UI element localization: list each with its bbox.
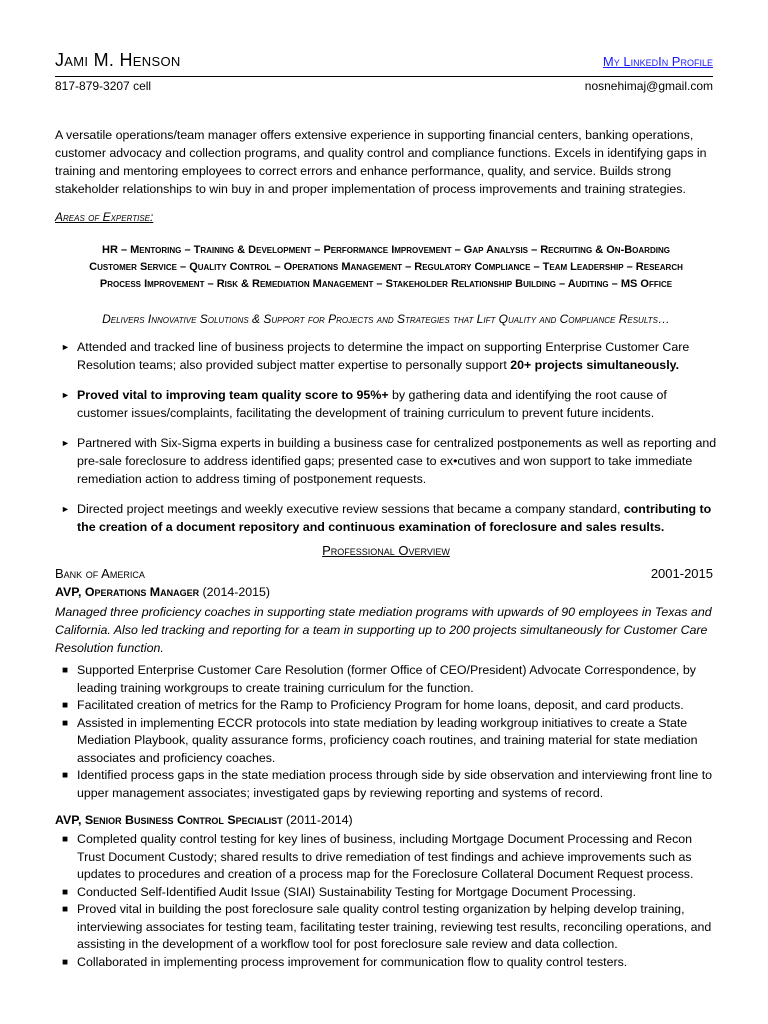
email-address: nosnehimaj@gmail.com [584,79,713,93]
achievement-item [55,500,717,536]
phone-number: 817-879-3207 cell [55,79,152,93]
duty-text: Conducted Self-Identified Audit Issue (SIAI) Sustainability Testing for Mortgage Document Processing. [77,884,637,899]
square-bullet-icon: ■ [62,665,69,676]
duty-text: Supported Enterprise Customer Care Resolution (former Office of CEO/President) Advocate Correspondence, by leading training workgroups to create training curriculum for the function. [77,663,696,695]
role-name: AVP, Senior Business Control Specialist [55,813,283,827]
role-name: AVP, Operations Manager [55,585,200,599]
role-dates: (2014-2015) [199,585,271,599]
triangle-bullet-icon: ► [61,342,70,352]
achievement-text: Partnered with Six-Sigma experts in building a business case for centralized postponements as well as reporting and pre-sale foreclosure to address identified gaps; presented case to ex•cutives and won support to take immediate remediation action to address timing of postponement requests. [77,436,717,486]
header-divider [55,76,713,77]
achievement-highlight: 20+ projects simultaneously. [510,358,680,372]
duty-item [55,767,717,802]
duty-text: Collaborated in implementing process improvement for communication flow to quality control testers. [77,954,628,969]
linkedin-profile-link[interactable]: My LinkedIn Profile [602,54,713,69]
square-bullet-icon: ■ [62,956,69,968]
duty-item [55,662,717,697]
candidate-name: Jami M. Henson [55,50,181,70]
expertise-list [55,242,717,293]
duty-text: Facilitated creation of metrics for the Ramp to Proficiency Program for home loans, deposit, and card products. [77,698,684,712]
achievement-item [55,386,717,422]
achievement-highlight: Proved vital to improving team quality score to 95%+ [77,388,389,402]
role-duties-list [55,662,717,802]
square-bullet-icon: ■ [62,770,69,781]
triangle-bullet-icon: ► [61,390,70,400]
square-bullet-icon: ■ [62,886,69,898]
role-dates: (2011-2014) [282,813,353,827]
achievement-text: by gathering data and identifying the root cause of customer issues/complaints, facilitating the development of training curriculum to prevent future incidents. [77,388,667,420]
achievement-item [55,434,717,488]
duty-text: Proved vital in building the post foreclosure sale quality control testing organization by helping develop training, interviewing associates for testing team, facilitating tester training, reviewing test results, reconciling operations, and assisting in the development of a workflow tool for post foreclosure sale review and data collection. [77,902,712,951]
professional-summary: A versatile operations/team manager offers extensive experience in supporting financial centers, banking operations, customer advocacy and collection programs, and quality control and compliance functions. Excels in identifying gaps in training and mentoring employees to correct errors and enhance performance, quality, and service. Builds strong stakeholder relationships to win buy in and proper implementation of process improvements and training strategies. [55,128,707,196]
duty-item [55,954,717,972]
achievement-highlight: contributing to the creation of a document repository and continuous examination of foreclosure and sales results. [77,502,712,534]
duty-item [55,715,717,768]
duty-text: Identified process gaps in the state mediation process through side by side observation and interviewing front line to upper management associates; investigated gaps by reviewing reporting and systems of record. [77,768,713,800]
square-bullet-icon: ■ [62,834,69,845]
square-bullet-icon: ■ [62,700,69,711]
expertise-line: Process Improvement – Risk & Remediation Management – Stakeholder Relationship Building – Auditing – MS Office [99,278,673,290]
role-description: Managed three proficiency coaches in supporting state mediation programs with upwards of 90 employees in Texas and California. Also led tracking and reporting for a team in supporting up to 200 projects simultaneously for Customer Care Resolution function. [55,605,712,655]
expertise-line: HR – Mentoring – Training & Development – Performance Improvement – Gap Analysis – Recruiting & On-Boarding [102,244,670,256]
duty-text: Assisted in implementing ECCR protocols into state mediation by leading workgroup initiatives to create a State Mediation Playbook, quality assurance forms, proficiency coach routines, and training material for state mediation associates and proficiency coaches. [77,715,698,765]
duty-item [55,697,717,715]
achievement-text: Attended and tracked line of business projects to determine the impact on supporting Enterprise Customer Care Resolution teams; also provided subject matter expertise to personally support [77,340,690,372]
expertise-heading: Areas of Expertise: [55,210,154,224]
section-title-professional-overview: Professional Overview [322,543,450,558]
duty-item [55,831,717,884]
role-title [55,585,270,599]
role-duties-list [55,831,717,971]
achievements-list [55,338,717,548]
value-tagline: Delivers Innovative Solutions & Support for Projects and Strategies that Lift Quality and Compliance Results… [102,312,670,326]
triangle-bullet-icon: ► [61,504,70,514]
achievement-item [55,338,717,374]
duty-item [55,901,717,954]
duty-item [55,884,717,902]
triangle-bullet-icon: ► [61,438,70,448]
duty-text: Completed quality control testing for key lines of business, including Mortgage Document Processing and Recon Trust Document Custody; shared results to drive remediation of test findings and achieve improvements such as updates to procedures and creation of a process map for the Foreclosure Collateral Document Request process. [77,832,694,881]
role-title [55,813,353,827]
expertise-line: Customer Service – Quality Control – Operations Management – Regulatory Compliance – Team Leadership – Research [89,261,683,273]
square-bullet-icon: ■ [62,717,69,729]
achievement-text: Directed project meetings and weekly executive review sessions that became a company standard, [77,502,624,516]
company-name: Bank of America [55,566,145,581]
square-bullet-icon: ■ [62,904,69,915]
employment-years: 2001-2015 [650,566,713,581]
